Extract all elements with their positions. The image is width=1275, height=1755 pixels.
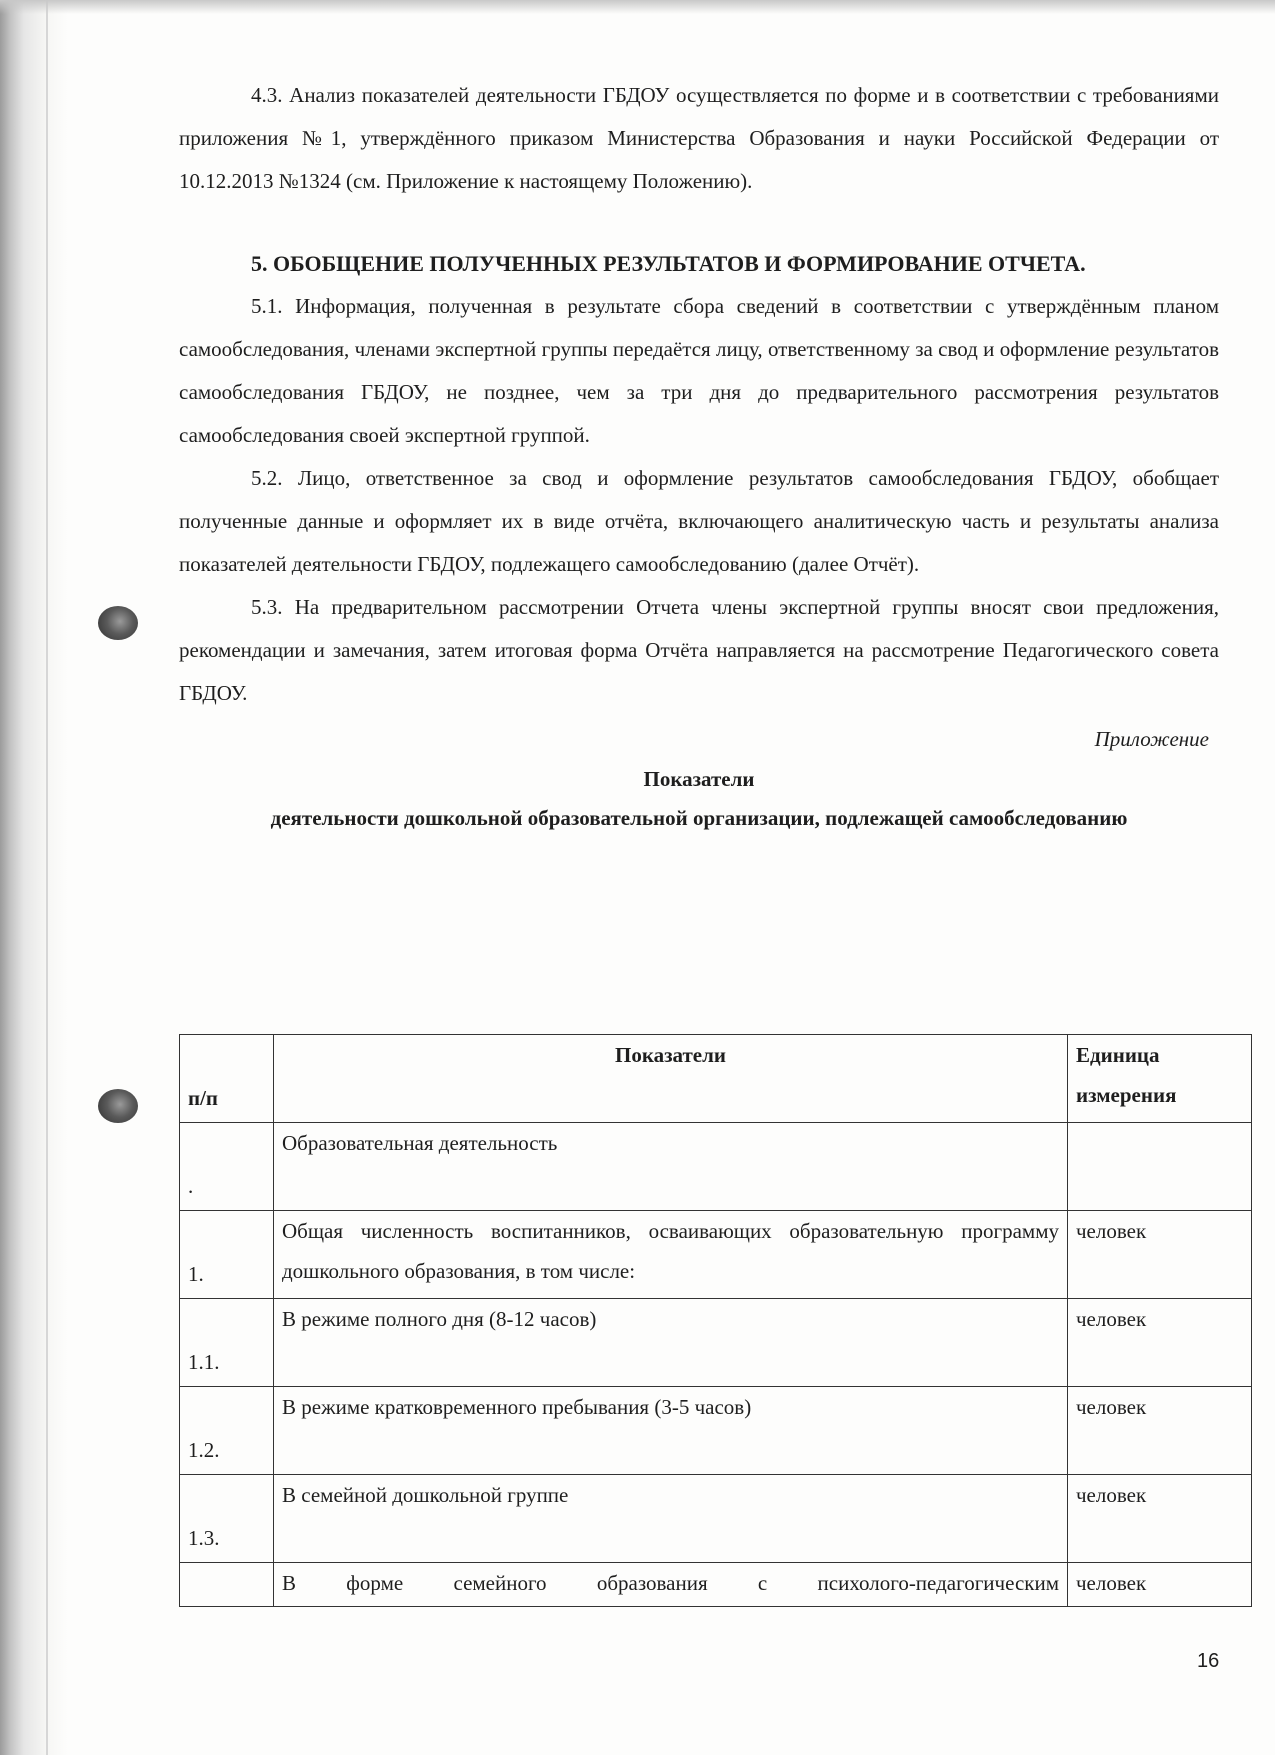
paragraph-5-1: 5.1. Информация, полученная в результате сбора сведений в соответствии с утверждённым планом самообследования, членами экспертной группы передаётся лицу, ответственному за свод и оформление результатов самообследования ГБДОУ, не позднее, чем за три дня до предварительного рассмотрения результатов самообследования своей экспертной группой. (179, 294, 1219, 447)
paragraph-5-2: 5.2. Лицо, ответственное за свод и оформление результатов самообследования ГБДОУ, обобщает полученные данные и оформляет их в виде отчёта, включающего аналитическую часть и результаты анализа показателей деятельности ГБДОУ, подлежащего самообследованию (далее Отчёт). (179, 466, 1219, 576)
paragraph-5-3: 5.3. На предварительном рассмотрении Отчета члены экспертной группы вносят свои предложения, рекомендации и замечания, затем итоговая форма Отчёта направляется на рассмотрение Педагогического совета ГБДОУ. (179, 595, 1219, 705)
row-num (180, 1563, 274, 1607)
row-num: 1. (180, 1211, 274, 1299)
punch-hole-icon (98, 1089, 138, 1123)
scan-binding-line (46, 0, 48, 1755)
row-name: Образовательная деятельность (274, 1123, 1068, 1211)
row-unit (1068, 1123, 1252, 1211)
paragraph-4-3: 4.3. Анализ показателей деятельности ГБДОУ осуществляется по форме и в соответствии с требованиями приложения №1, утверждённого приказом Министерства Образования и науки Российской Федерации от 10.12.2013 №1324 (см. Приложение к настоящему Положению). (179, 83, 1219, 193)
header-num: п/п (180, 1035, 274, 1123)
table-row (180, 1211, 1252, 1299)
row-name: В семейной дошкольной группе (274, 1475, 1068, 1563)
row-name: Общая численность воспитанников, осваивающих образовательную программу дошкольного образования, в том числе: (274, 1211, 1068, 1299)
punch-hole-icon (98, 606, 138, 640)
appendix-title: Показатели (643, 767, 755, 791)
row-unit: человек (1068, 1475, 1252, 1563)
row-num: . (180, 1123, 274, 1211)
appendix-label: Приложение (1094, 727, 1209, 751)
table-row (180, 1123, 1252, 1211)
row-name: В режиме кратковременного пребывания (3-5 часов) (274, 1387, 1068, 1475)
row-name: В форме семейного образования с психолого-педагогическим (274, 1563, 1068, 1607)
scan-shadow-top (0, 0, 1275, 14)
document-page (179, 74, 1219, 839)
row-unit: человек (1068, 1387, 1252, 1475)
page-number: 16 (1197, 1650, 1220, 1672)
header-name: Показатели (274, 1035, 1068, 1123)
row-num: 1.2. (180, 1387, 274, 1475)
table-header-row (180, 1035, 1252, 1123)
row-num: 1.1. (180, 1299, 274, 1387)
table-row (180, 1563, 1252, 1607)
row-unit: человек (1068, 1563, 1252, 1607)
table-row (180, 1475, 1252, 1563)
table-row (180, 1387, 1252, 1475)
row-unit: человек (1068, 1211, 1252, 1299)
appendix-subtitle: деятельности дошкольной образовательной организации, подлежащей самообследованию (270, 806, 1128, 830)
table-row (180, 1299, 1252, 1387)
scan-shadow-left (0, 0, 68, 1755)
section-5-heading: 5. ОБОБЩЕНИЕ ПОЛУЧЕННЫХ РЕЗУЛЬТАТОВ И ФОРМИРОВАНИЕ ОТЧЕТА. (251, 251, 1086, 276)
row-unit: человек (1068, 1299, 1252, 1387)
header-unit: Единица измерения (1068, 1035, 1252, 1123)
row-name: В режиме полного дня (8-12 часов) (274, 1299, 1068, 1387)
row-num: 1.3. (180, 1475, 274, 1563)
indicators-table (179, 1034, 1252, 1607)
